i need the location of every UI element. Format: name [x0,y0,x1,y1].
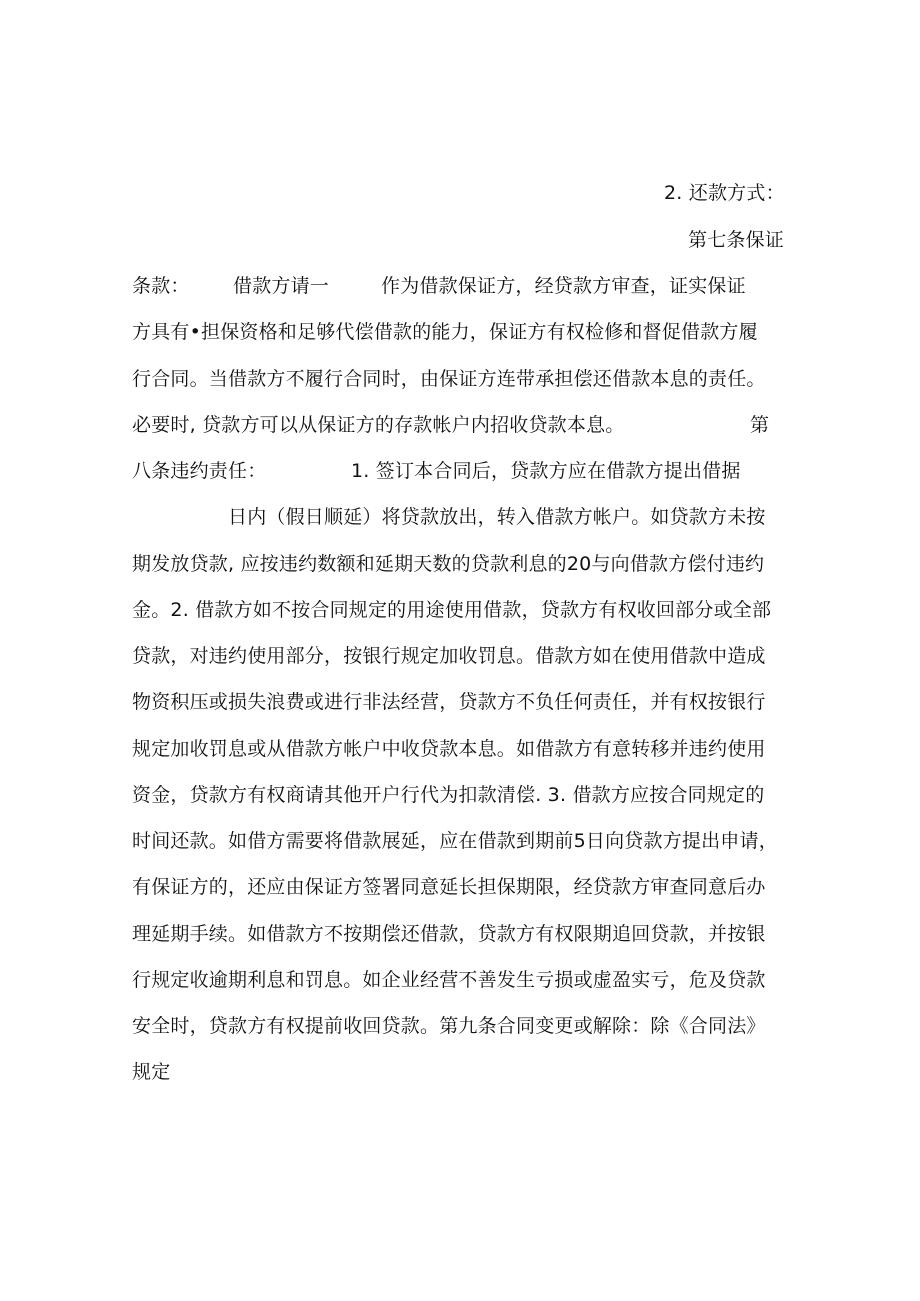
text-segment: 规定加收罚息或从借款方帐户中收贷款本息。如借款方有意转移并违约使用 [132,738,766,760]
body-line [132,869,792,905]
text-segment: 贷款，对违约使用部分，按银行规定加收罚息。借款方如在使用借款中造成 [132,645,766,667]
text-segment: 日内（假日顺延）将贷款放出，转入借款方帐户。如贷款方未按 [228,506,766,528]
heading-guarantee-line [132,222,792,258]
body-line [132,407,792,443]
text-segment: 作为借款保证方，经贷款方审查，证实保证 [381,275,746,297]
text-segment: 行规定收逾期利息和罚息。如企业经营不善发生亏损或虚盈实亏，危及贷款 [132,969,766,991]
body-line [132,314,792,350]
text-segment: 条款： [132,275,190,297]
text-segment: 期发放贷款, 应按违约数额和延期天数的贷款利息的20与向借款方偿付违约 [132,553,765,575]
body-line [132,731,792,767]
body-line [132,823,792,859]
heading-repayment: 2. 还款方式： [664,182,785,204]
heading-guarantee: 第七条保证 [688,229,785,251]
text-segment: 物资积压或损失浪费或进行非法经营，贷款方不负任何责任，并有权按银行 [132,691,766,713]
heading-repayment-line [132,175,792,211]
text-segment: 行合同。当借款方不履行合同时，由保证方连带承担偿还借款本息的责任。 [132,368,766,390]
text-segment: 资金，贷款方有权商请其他开户行代为扣款清偿. 3. 借款方应按合同规定的 [132,784,765,806]
body-line [132,638,792,674]
body-line [132,546,792,582]
text-segment: 规定 [132,1061,171,1083]
text-segment: 方具有•担保资格和足够代偿借款的能力，保证方有权检修和督促借款方履 [132,321,758,343]
text-segment: 第 [750,414,770,436]
body-line [132,268,792,304]
body-line [132,592,792,628]
body-line [132,684,792,720]
body-line [132,361,792,397]
text-segment: 理延期手续。如借款方不按期偿还借款，贷款方有权限期追回贷款，并按银 [132,923,766,945]
text-segment: 必要时, 贷款方可以从保证方的存款帐户内招收贷款本息。 [132,414,625,436]
body-line [132,962,792,998]
text-segment: 金。2. 借款方如不按合同规定的用途使用借款，贷款方有权收回部分或全部 [132,599,772,621]
text-segment: 时间还款。如借方需要将借款展延，应在借款到期前5日向贷款方提出申请， [132,830,778,852]
body-line [132,1008,792,1044]
text-segment: 有保证方的，还应由保证方签署同意延长担保期限，经贷款方审查同意后办 [132,876,766,898]
text-segment: 1. 签订本合同后，贷款方应在借款方提出借据 [351,460,741,482]
text-segment: 借款方请一 [233,275,330,297]
text-segment: 安全时，贷款方有权提前收回贷款。第九条合同变更或解除：除《合同法》 [132,1015,766,1037]
body-line [132,916,792,952]
text-segment: 八条违约责任： [132,460,267,482]
body-line [132,777,792,813]
body-line [132,1054,792,1090]
body-line [132,453,792,489]
body-line [132,499,792,535]
